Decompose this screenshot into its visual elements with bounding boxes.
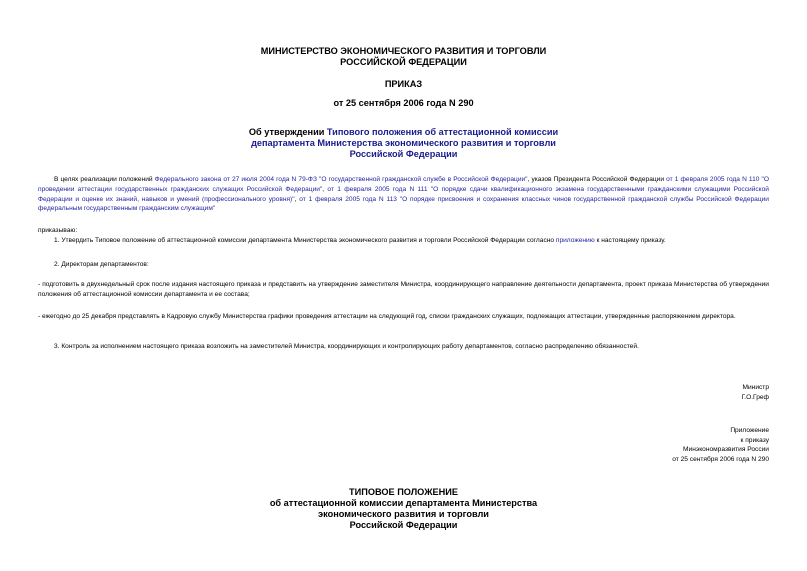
item-1-text: 1. Утвердить Типовое положение об аттестационной комиссии департамента Министерства экономического развития и торговли Российской Федерации согласно [54,237,556,244]
title-prefix: Об утверждении [248,127,327,137]
preamble-text-4: , [294,195,300,203]
signature-position: Министр [742,384,769,391]
title-link-2[interactable]: департамента Министерства экономического развития и торговли [251,138,556,148]
appendix-reference [672,426,769,464]
ministry-line-2: РОССИЙСКОЙ ФЕДЕРАЦИИ [340,57,467,67]
item-2: 2. Директорам департаментов: [54,261,149,268]
page-title [0,127,807,160]
preamble-paragraph [38,175,769,214]
preamble-text-1: В целях реализации положений [54,176,155,183]
appendix-ref-line-1: Приложение [730,427,769,434]
preamble-text-2: , указов Президента Российской Федерации [527,176,667,183]
appendix-ref-line-3: Минэкономразвития России [683,446,769,454]
signature-name: Г.О.Греф [741,393,769,401]
order-word: приказываю: [38,227,78,234]
appendix-title [0,487,807,531]
doc-date: от 25 сентября 2006 года N 290 [333,98,474,108]
preamble-text-3: , [322,185,328,193]
signature-block [741,383,769,402]
item-2b: - ежегодно до 25 декабря представлять в Кадровую службу Министерства графики проведения аттестации на следующий год, списки гражданских служащих, подлежащих аттестации, утвержденные распоряжением директора. [38,313,736,320]
appendix-ref-line-4: от 25 сентября 2006 года N 290 [672,455,769,463]
doc-type: ПРИКАЗ [384,79,423,89]
ministry-line-1: МИНИСТЕРСТВО ЭКОНОМИЧЕСКОГО РАЗВИТИЯ И ТОРГОВЛИ [260,46,547,56]
ministry-heading [0,46,807,68]
title-link-1[interactable]: Типового положения об аттестационной комиссии [326,127,559,137]
appendix-title-line-2: об аттестационной комиссии департамента Министерства [269,498,538,508]
appendix-ref-line-2: к приказу [740,436,769,444]
item-2a: - подготовить в двухнедельный срок после издания настоящего приказа и представить на утверждение заместителя Министра, координирующего направление деятельности департамента, проект приказа Министерства об утверждении положения об аттестационной комиссии департамента и ее состава; [38,281,769,298]
appendix-link[interactable]: приложению [555,237,595,244]
title-link-3[interactable]: Российской Федерации [349,149,458,159]
law-link-79fz[interactable]: Федерального закона от 27 июля 2004 года N 79-ФЗ "О государственной гражданской службе в Российской Федерации" [154,176,528,183]
appendix-title-line-4: Российской Федерации [349,520,458,530]
decree-link-111[interactable]: от 1 февраля 2005 года N 111 "О порядке сдачи квалификационного экзамена государственными гражданскими служащими Российской Федерации и оценке их знаний, навыков и умений (профессионального уровня)" [38,185,769,203]
decree-link-110[interactable]: от 1 февраля 2005 года N 110 "О проведении аттестации государственных гражданских служащих Российской Федерации" [38,176,769,193]
decree-link-113[interactable]: от 1 февраля 2005 года N 113 "О порядке присвоения и сохранения классных чинов государственной гражданской службы Российской Федерации федеральным государственным гражданским служащим" [38,195,769,213]
appendix-title-line-1: ТИПОВОЕ ПОЛОЖЕНИЕ [349,487,458,497]
item-1 [38,236,769,246]
item-3: 3. Контроль за исполнением настоящего приказа возложить на заместителей Министра, координирующих и контролирующих работу департаментов, согласно распределению обязанностей. [54,343,639,350]
appendix-title-line-3: экономического развития и торговли [318,509,489,519]
item-1-tail: к настоящему приказу. [594,237,666,244]
